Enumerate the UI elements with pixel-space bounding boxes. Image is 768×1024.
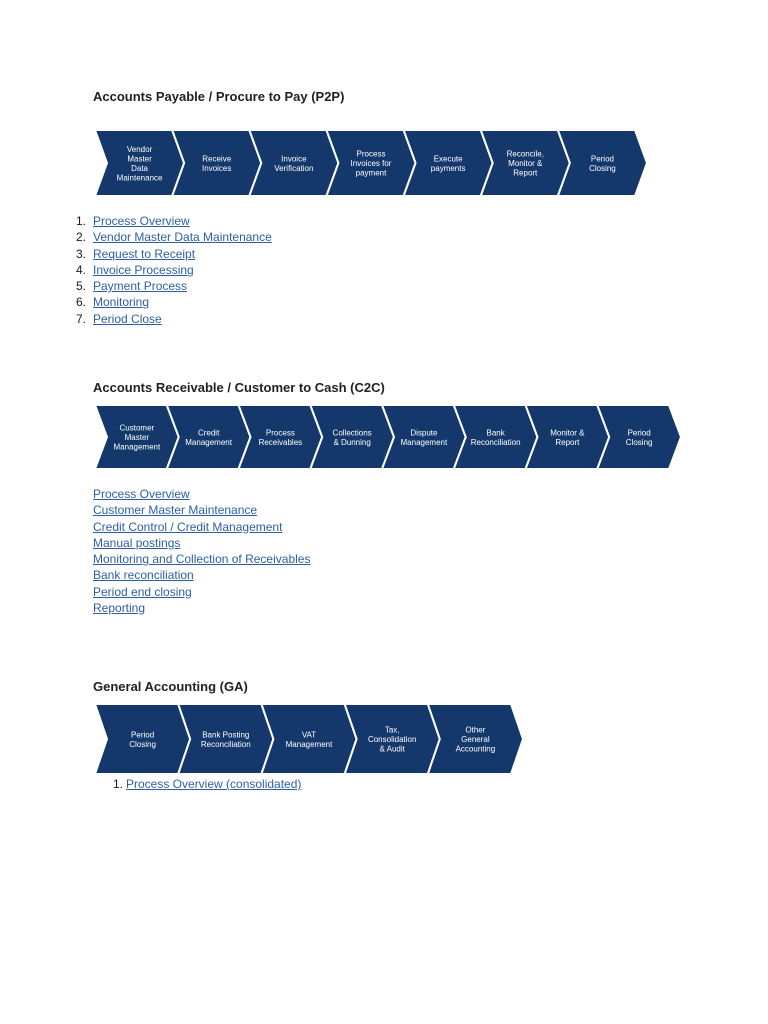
c2c-link-list <box>93 486 310 616</box>
p2p-chevron-svg <box>95 130 647 196</box>
chevron-label: Other <box>465 725 486 735</box>
list-item <box>75 278 272 294</box>
process-step-chevron <box>249 130 338 196</box>
process-step-chevron <box>261 704 356 774</box>
process-step-chevron <box>95 704 190 774</box>
chevron-label: Receive <box>202 154 232 164</box>
list-item <box>93 486 310 502</box>
p2p-process-flow <box>95 130 647 196</box>
c2c-process-flow <box>95 405 681 471</box>
chevron-label: Process <box>356 149 386 159</box>
chevron-label: Management <box>400 437 448 447</box>
ga-process-flow <box>95 704 523 770</box>
chevron-label: & Dunning <box>333 437 371 447</box>
doc-link[interactable]: Process Overview <box>93 214 190 228</box>
chevron-label: Execute <box>433 154 463 164</box>
chevron-label: Reconcile, <box>506 149 544 159</box>
doc-link[interactable]: Process Overview <box>93 487 190 501</box>
list-number: 5. <box>75 279 86 294</box>
process-step-chevron <box>454 405 538 469</box>
ga-chevron-svg <box>95 704 523 774</box>
list-item <box>93 502 310 518</box>
chevron-label: Process <box>265 428 295 438</box>
doc-link[interactable]: Payment Process <box>93 279 188 294</box>
list-number: 6. <box>75 295 86 310</box>
chevron-label: Monitor & <box>508 159 543 168</box>
doc-link[interactable]: Manual postings <box>93 535 181 550</box>
list-item <box>75 213 272 229</box>
doc-link[interactable]: Period Close <box>93 311 162 326</box>
chevron-label: Period <box>131 730 155 740</box>
p2p-link-list <box>75 213 272 327</box>
chevron-label: Reconciliation <box>200 739 251 749</box>
chevron-label: Closing <box>625 437 653 447</box>
doc-link[interactable]: Reporting <box>93 601 146 616</box>
chevron-label: Receivables <box>258 437 303 447</box>
ga-link-list <box>112 776 302 792</box>
process-step-chevron <box>404 130 493 196</box>
chevron-label: Management <box>285 739 333 749</box>
doc-link[interactable]: Monitoring and Collection of Receivables <box>93 552 311 567</box>
chevron-label: Bank <box>486 428 505 438</box>
c2c-heading: Accounts Receivable / Customer to Cash (C2C) <box>93 380 385 395</box>
process-step-chevron <box>95 405 179 469</box>
chevron-label: Consolidation <box>367 735 417 744</box>
process-step-chevron <box>481 130 570 196</box>
chevron-label: Verification <box>274 163 314 173</box>
chevron-label: Invoice <box>281 154 307 164</box>
chevron-label: Credit <box>197 428 220 438</box>
chevron-label: Maintenance <box>116 173 163 183</box>
doc-link[interactable]: Request to Receipt <box>93 246 196 261</box>
doc-link[interactable]: Process Overview (consolidated) <box>126 777 302 791</box>
process-step-chevron <box>597 405 681 469</box>
process-step-chevron <box>428 704 523 774</box>
doc-link[interactable]: Vendor Master Data Maintenance <box>93 230 272 245</box>
list-item <box>75 294 272 310</box>
list-item <box>75 311 272 327</box>
chevron-label: Report <box>513 168 538 178</box>
list-item <box>93 584 310 600</box>
chevron-label: Invoices for <box>350 159 392 168</box>
doc-link[interactable]: Credit Control / Credit Management <box>93 519 283 534</box>
list-item <box>93 535 310 551</box>
process-step-chevron <box>345 704 440 774</box>
chevron-label: payments <box>430 163 466 173</box>
chevron-label: Master <box>127 154 152 164</box>
chevron-label: Vendor <box>126 144 153 154</box>
list-number: 7. <box>75 311 86 326</box>
list-item <box>75 229 272 245</box>
list-number: 2. <box>75 230 86 245</box>
process-step-chevron <box>526 405 610 469</box>
list-item <box>112 776 302 792</box>
list-item <box>93 600 310 616</box>
process-step-chevron <box>558 130 647 196</box>
chevron-label: Invoices <box>202 163 232 173</box>
process-step-chevron <box>239 405 323 469</box>
process-step-chevron <box>167 405 251 469</box>
process-step-chevron <box>382 405 466 469</box>
chevron-label: Reconciliation <box>470 437 521 447</box>
chevron-label: & Audit <box>379 744 405 754</box>
list-number: 1. <box>75 214 86 228</box>
chevron-label: Report <box>555 437 580 447</box>
list-number: 4. <box>75 262 86 277</box>
chevron-label: Master <box>124 433 150 442</box>
chevron-label: Monitor & <box>550 428 585 438</box>
list-item <box>93 551 310 567</box>
chevron-label: Data <box>131 163 149 173</box>
list-item <box>75 262 272 278</box>
chevron-label: Closing <box>129 739 156 749</box>
list-number: 1. <box>112 777 123 791</box>
c2c-chevron-svg <box>95 405 681 469</box>
chevron-label: Collections <box>332 428 372 438</box>
list-item <box>75 246 272 262</box>
doc-link[interactable]: Period end closing <box>93 584 192 599</box>
list-item <box>93 519 310 535</box>
chevron-label: Management <box>113 442 161 452</box>
chevron-label: Period <box>590 154 614 164</box>
process-step-chevron <box>310 405 394 469</box>
chevron-label: Customer <box>119 423 155 433</box>
chevron-label: VAT <box>301 730 317 740</box>
chevron-label: Dispute <box>410 428 438 438</box>
doc-link[interactable]: Bank reconciliation <box>93 568 194 583</box>
chevron-label: Tax, <box>384 725 400 735</box>
process-step-chevron <box>178 704 273 774</box>
ga-heading: General Accounting (GA) <box>93 679 248 694</box>
list-number: 3. <box>75 246 86 261</box>
list-item <box>93 567 310 583</box>
process-step-chevron <box>172 130 261 196</box>
doc-link[interactable]: Invoice Processing <box>93 262 194 277</box>
doc-link[interactable]: Monitoring <box>93 295 150 310</box>
chevron-label: Management <box>185 437 232 447</box>
chevron-label: Period <box>627 428 651 438</box>
doc-link[interactable]: Customer Master Maintenance <box>93 503 258 518</box>
chevron-label: General <box>461 735 490 744</box>
chevron-label: Closing <box>589 163 616 173</box>
chevron-label: Bank Posting <box>202 730 250 740</box>
process-step-chevron <box>326 130 415 196</box>
chevron-label: Accounting <box>455 744 496 754</box>
process-step-chevron <box>95 130 184 196</box>
chevron-label: payment <box>355 168 387 178</box>
p2p-heading: Accounts Payable / Procure to Pay (P2P) <box>93 89 345 104</box>
